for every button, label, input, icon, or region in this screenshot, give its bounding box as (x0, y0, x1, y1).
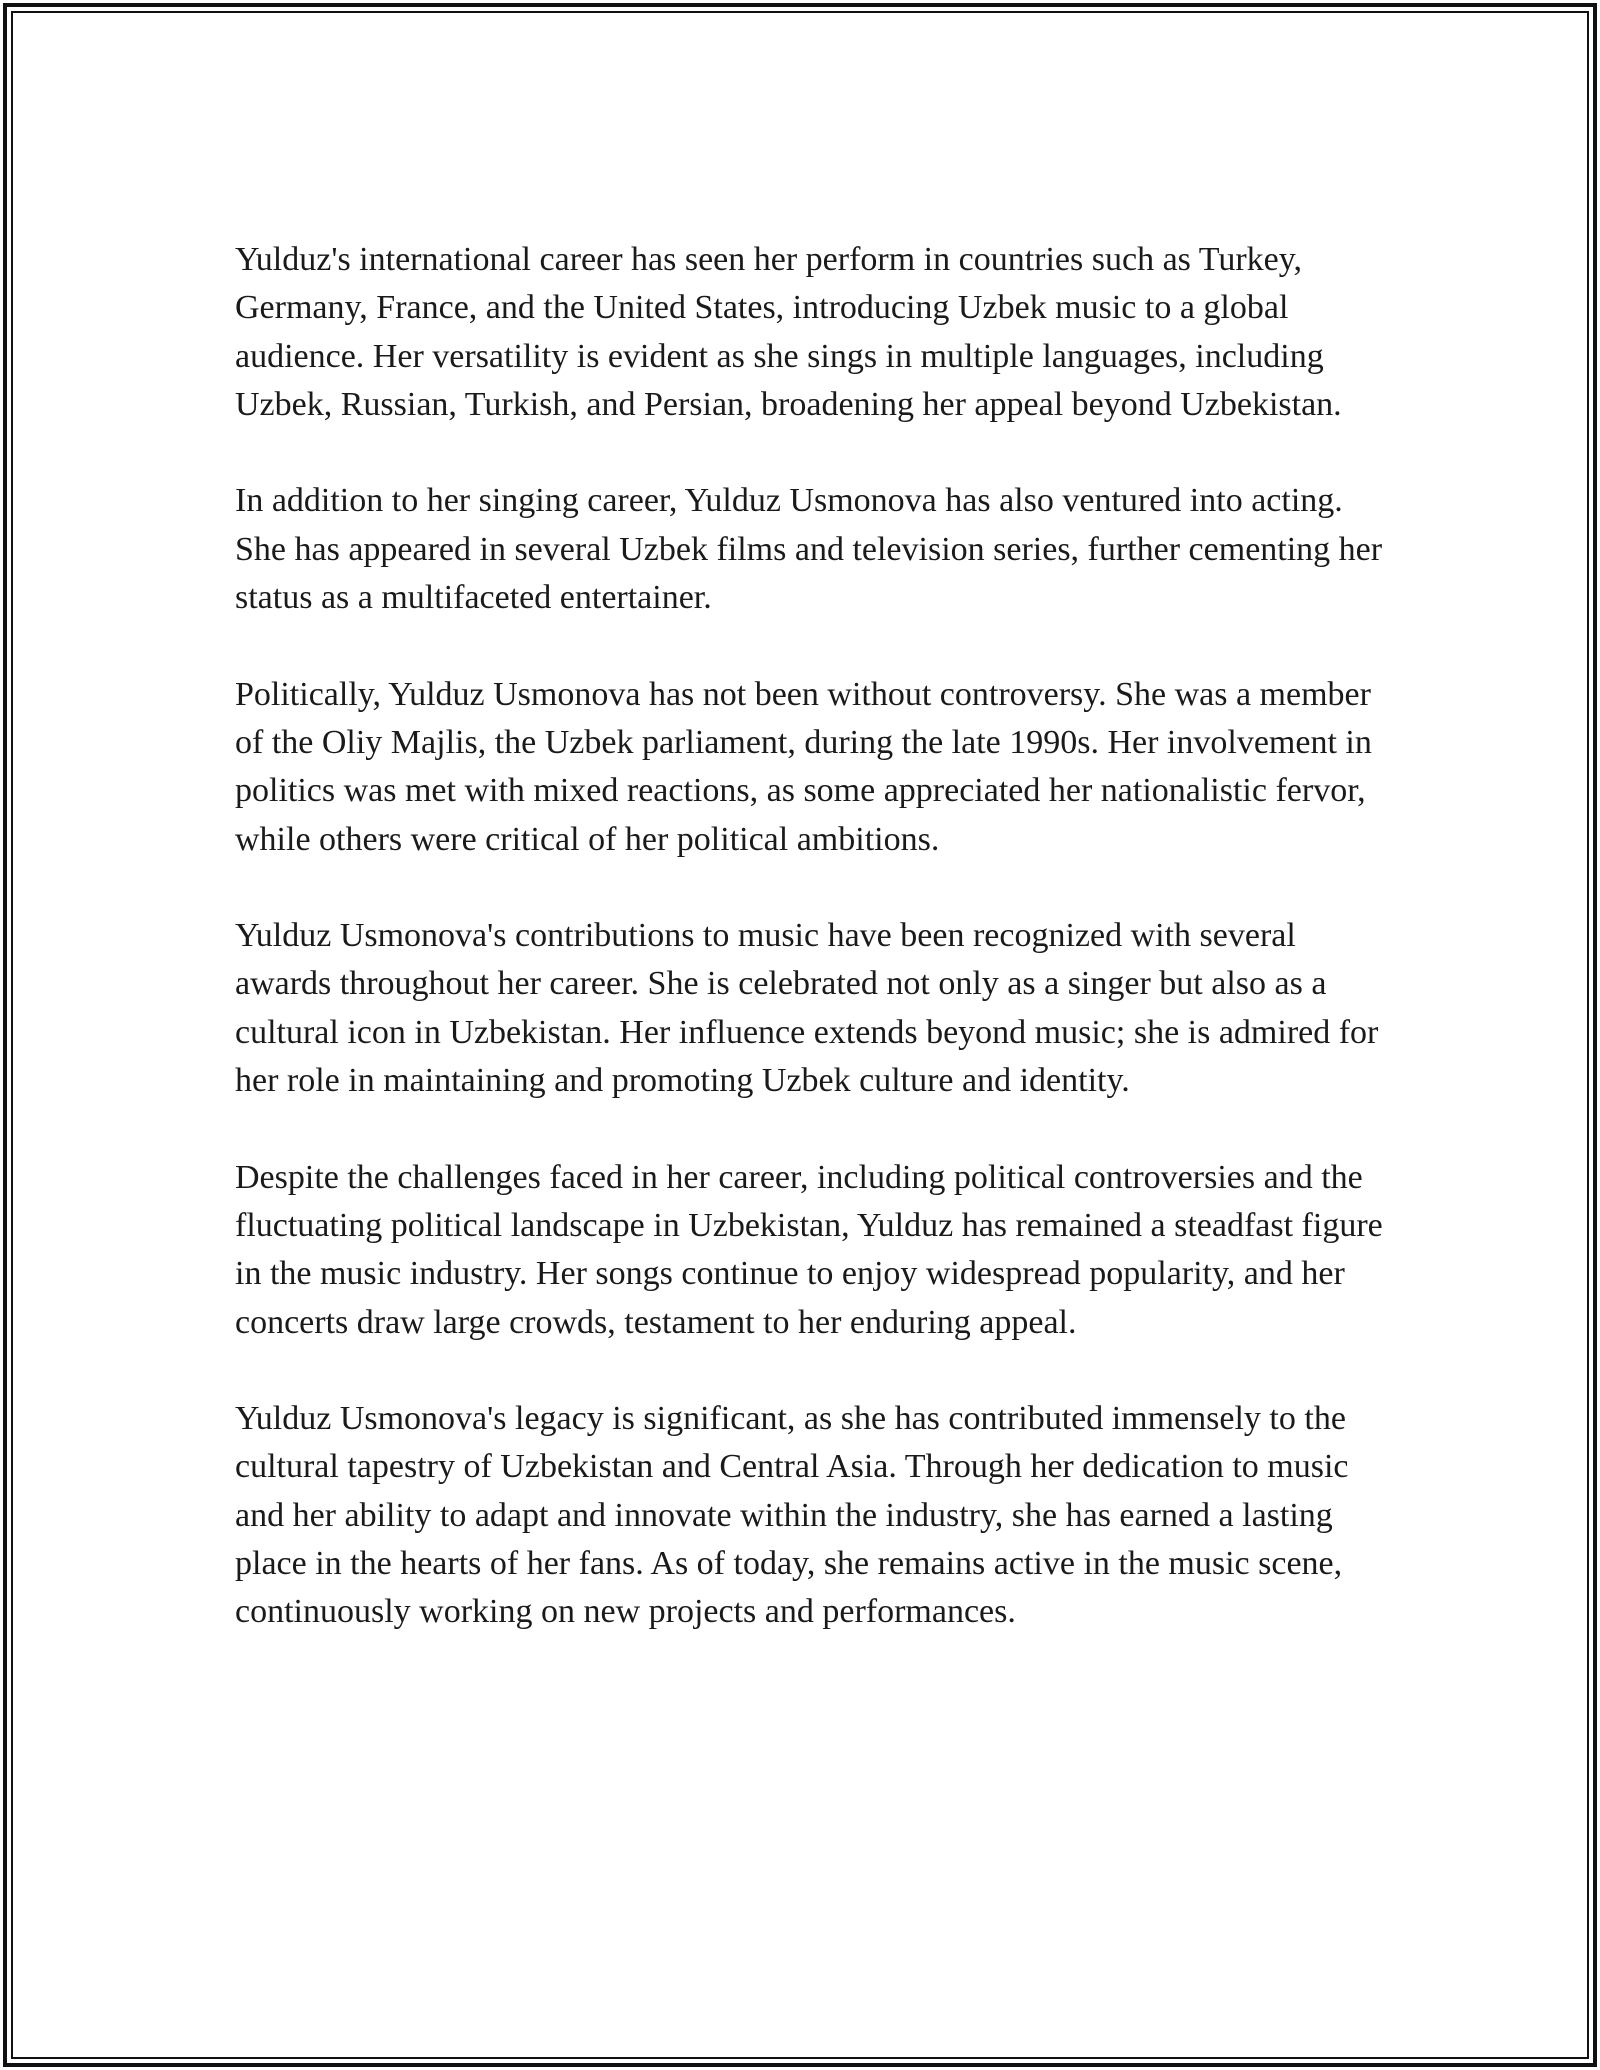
paragraph-awards: Yulduz Usmonova's contributions to music have been recognized with several awards throughout her career. She is celebrated not only as a singer but also as a cultural icon in Uzbekistan. Her influence extends beyond music; she is admired for her role in maintaining and promoting Uzbek culture and identity. (235, 917, 1379, 1100)
paragraph-politics: Politically, Yulduz Usmonova has not been without controversy. She was a member of the Oliy Majlis, the Uzbek parliament, during the late 1990s. Her involvement in politics was met with mixed reactions, as some appreciated her nationalistic fervor, while others were critical of her political ambitions. (235, 675, 1372, 858)
paragraph-international-career: Yulduz's international career has seen her perform in countries such as Turkey, Germany, France, and the United States, introducing Uzbek music to a global audience. Her versatility is evident as she sings in multiple languages, including Uzbek, Russian, Turkish, and Persian, broadening her appeal beyond Uzbekistan. (235, 241, 1342, 423)
document-body (235, 236, 1385, 1637)
paragraph-legacy: Yulduz Usmonova's legacy is significant, as she has contributed immensely to the cultural tapestry of Uzbekistan and Central Asia. Through her dedication to music and her ability to adapt and innovate within the industry, she has earned a lasting place in the hearts of her fans. As of today, she remains active in the music scene, continuously working on new projects and performances. (235, 1400, 1349, 1631)
paragraph-challenges: Despite the challenges faced in her career, including political controversies and the fluctuating political landscape in Uzbekistan, Yulduz has remained a steadfast figure in the music industry. Her songs continue to enjoy widespread popularity, and her concerts draw large crowds, testament to her enduring appeal. (235, 1158, 1383, 1341)
paragraph-acting: In addition to her singing career, Yulduz Usmonova has also ventured into acting. She has appeared in several Uzbek films and television series, further cementing her status as a multifaceted entertainer. (235, 482, 1383, 617)
